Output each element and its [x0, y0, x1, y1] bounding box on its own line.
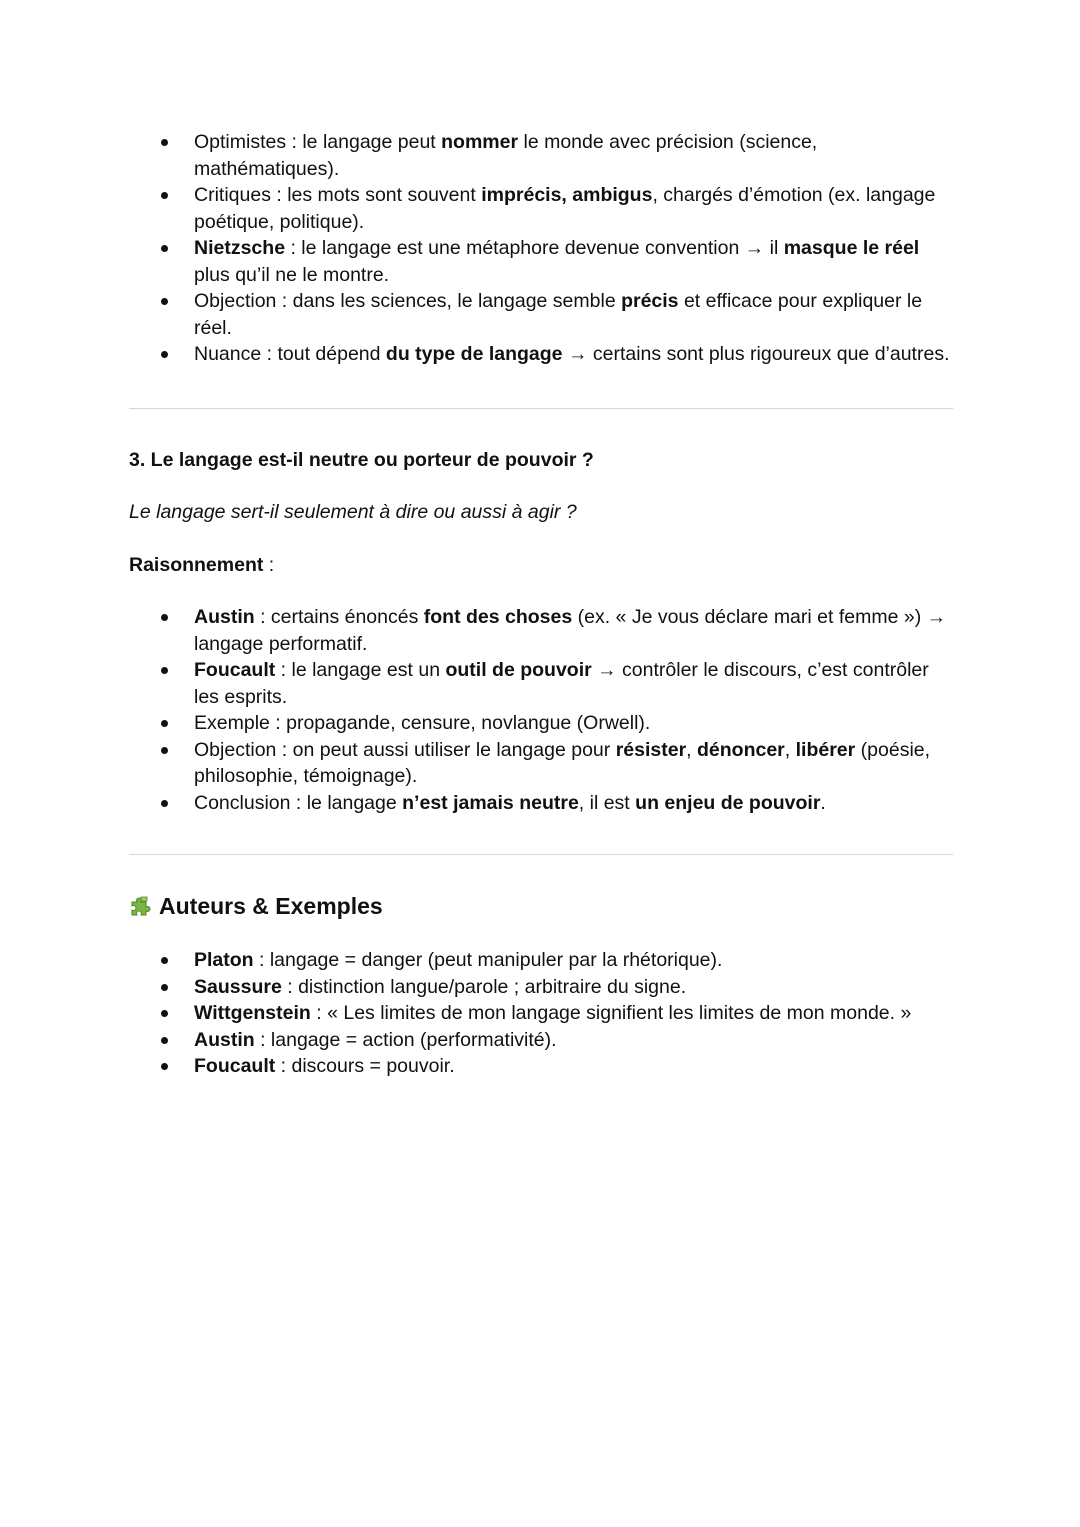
- text: Critiques : les mots sont souvent: [194, 184, 482, 206]
- text: : langage = danger (peut manipuler par la rhétorique).: [253, 949, 723, 971]
- text: → certains sont plus rigoureux que d’autres.: [562, 343, 950, 365]
- bullet-item: [129, 947, 953, 974]
- bold-text: font des choses: [423, 606, 573, 628]
- text: → contrôler le discours, c’est contrôler les esprits.: [194, 659, 929, 708]
- bullet-item: [129, 288, 953, 341]
- bold-text: libérer: [795, 738, 856, 761]
- bold-text: masque le réel: [783, 237, 920, 259]
- text: , il est: [578, 791, 636, 814]
- text: Nuance : tout dépend: [194, 343, 386, 365]
- bold-text: du type de langage: [385, 343, 563, 365]
- authors-heading-text: Auteurs & Exemples: [159, 893, 383, 919]
- text: ,: [784, 738, 796, 761]
- text: et efficace pour expliquer le réel.: [194, 290, 923, 339]
- bullet-item: [129, 1000, 953, 1027]
- bold-text: un enjeu de pouvoir: [635, 791, 821, 814]
- bullet-item: [129, 182, 953, 235]
- text: : le langage est un: [275, 659, 446, 681]
- bold-text: imprécis, ambigus: [481, 184, 653, 206]
- section3-question: Le langage sert-il seulement à dire ou aussi à agir ?: [129, 501, 577, 523]
- text: Objection : dans les sciences, le langage semble: [194, 290, 622, 312]
- text: le monde avec précision (science, mathématiques).: [194, 131, 818, 180]
- bold-text: dénoncer: [697, 738, 785, 761]
- text: .: [820, 791, 826, 814]
- bullet-item: [129, 710, 953, 737]
- bullet-item: [129, 657, 953, 710]
- reasoning-label-line: [129, 552, 953, 579]
- bullet-item: [129, 235, 953, 288]
- bold-text: Foucault: [194, 1055, 276, 1077]
- bold-text: Foucault: [194, 659, 276, 681]
- text: : « Les limites de mon langage signifient les limites de mon monde. »: [310, 1002, 912, 1024]
- text: ,: [686, 738, 697, 761]
- bullet-item: [129, 129, 953, 182]
- text: Exemple : propagande, censure, novlangue (Orwell).: [194, 712, 651, 734]
- bullet-item: [129, 604, 953, 657]
- text: Optimistes : le langage peut: [194, 131, 442, 153]
- text: plus qu’il ne le montre.: [194, 263, 390, 286]
- reasoning-label: Raisonnement: [129, 553, 264, 576]
- text: , chargés d’émotion (ex. langage poétique, politique).: [194, 184, 936, 233]
- bullet-item: [129, 1053, 953, 1080]
- bold-text: outil de pouvoir: [445, 659, 592, 681]
- bold-text: Wittgenstein: [194, 1002, 311, 1024]
- authors-heading: [129, 891, 953, 921]
- bullet-item: [129, 790, 953, 817]
- reasoning-colon: :: [263, 553, 275, 576]
- bold-text: Austin: [194, 1028, 255, 1051]
- text: Objection : on peut aussi utiliser le langage pour: [194, 738, 616, 761]
- text: : le langage est une métaphore devenue convention → il: [285, 237, 784, 259]
- bold-text: résister: [615, 738, 687, 761]
- text: : discours = pouvoir.: [275, 1055, 455, 1077]
- bold-text: Saussure: [194, 975, 282, 998]
- text: (poésie, philosophie, témoignage).: [194, 738, 931, 787]
- text: (ex. « Je vous déclare mari et femme ») → langage performatif.: [194, 606, 947, 655]
- bold-text: précis: [621, 290, 679, 312]
- authors-bullet-list: [129, 947, 953, 1080]
- text: : distinction langue/parole ; arbitraire du signe.: [281, 975, 687, 998]
- bold-text: Austin: [194, 606, 255, 628]
- puzzle-piece-icon: [129, 894, 153, 918]
- bullet-item: [129, 737, 953, 790]
- bold-text: Nietzsche: [194, 237, 286, 259]
- document-content: [129, 129, 953, 1080]
- text: Conclusion : le langage: [194, 791, 403, 814]
- section3-title: 3. Le langage est-il neutre ou porteur de pouvoir ?: [129, 448, 594, 471]
- section3-bullet-list: [129, 604, 953, 816]
- bold-text: Platon: [194, 949, 254, 971]
- bold-text: n’est jamais neutre: [402, 791, 579, 814]
- text: : langage = action (performativité).: [254, 1028, 557, 1051]
- bold-text: nommer: [441, 131, 519, 153]
- section2-bullet-list: [129, 129, 953, 368]
- bullet-item: [129, 974, 953, 1001]
- bullet-item: [129, 341, 953, 368]
- bullet-item: [129, 1027, 953, 1054]
- text: : certains énoncés: [254, 606, 424, 628]
